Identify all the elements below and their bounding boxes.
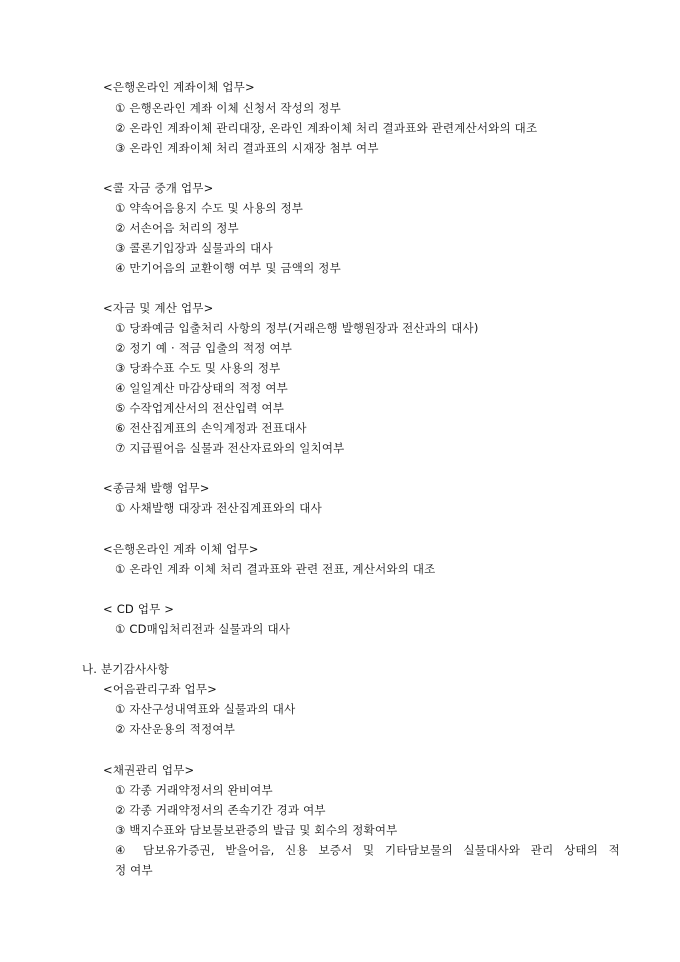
section-heading: <은행온라인 계좌 이체 업무>	[103, 542, 259, 556]
list-item: ② 서손어음 처리의 정부	[115, 221, 239, 235]
list-item: ① 각종 거래약정서의 완비여부	[115, 783, 273, 797]
list-item: ③ 당좌수표 수도 및 사용의 정부	[115, 361, 281, 375]
list-item: ② 자산운용의 적정여부	[115, 722, 236, 736]
list-item: ⑥ 전산집계표의 손익계정과 전표대사	[115, 421, 307, 435]
list-item: ③ 백지수표와 담보물보관증의 발급 및 회수의 정확여부	[115, 823, 398, 837]
section-heading: <은행온라인 계좌이체 업무>	[103, 80, 255, 94]
section-heading: <콜 자금 중개 업무>	[103, 181, 214, 195]
list-item: ① 당좌예금 입출처리 사항의 정부(거래은행 발행원장과 전산과의 대사)	[115, 321, 479, 335]
list-item: ④ 일일계산 마감상태의 적정 여부	[115, 381, 288, 395]
list-item: ① 온라인 계좌 이체 처리 결과표와 관련 전표, 계산서와의 대조	[115, 562, 436, 576]
list-item: ④ 만기어음의 교환이행 여부 및 금액의 정부	[115, 261, 341, 275]
part-title: 나. 분기감사사항	[82, 662, 169, 676]
list-item: ⑦ 지급필어음 실물과 전산자료와의 일치여부	[115, 441, 345, 455]
list-item-continuation: 정 여부	[115, 863, 153, 877]
list-item: ③ 콜론기입장과 실물과의 대사	[115, 241, 273, 255]
list-item: ① 자산구성내역표와 실물과의 대사	[115, 702, 296, 716]
list-item-wrapped: ④ 담보유가증권, 받을어음, 신용 보증서 및 기타담보물의 실물대사와 관리 상태의 적	[115, 843, 620, 857]
section-heading: <어음관리구좌 업무>	[103, 682, 217, 696]
section-heading: <채권관리 업무>	[103, 763, 195, 777]
list-item: ② 각종 거래약정서의 존속기간 경과 여부	[115, 803, 326, 817]
section-heading: < CD 업무 >	[103, 602, 175, 616]
list-item: ① 사채발행 대장과 전산집계표와의 대사	[115, 501, 322, 515]
list-item: ② 온라인 계좌이체 관리대장, 온라인 계좌이체 처리 결과표와 관련계산서와의 대조	[115, 121, 538, 135]
section-heading: <자금 및 계산 업무>	[103, 301, 214, 315]
section-heading: <종금채 발행 업무>	[103, 481, 210, 495]
list-item: ① CD매입처리전과 실물과의 대사	[115, 622, 291, 636]
list-item: ② 정기 예 · 적금 입출의 적정 여부	[115, 341, 293, 355]
list-item: ⑤ 수작업계산서의 전산입력 여부	[115, 401, 285, 415]
list-item: ① 은행온라인 계좌 이체 신청서 작성의 정부	[115, 101, 341, 115]
list-item: ③ 온라인 계좌이체 처리 결과표의 시재장 첨부 여부	[115, 141, 379, 155]
list-item: ① 약속어음용지 수도 및 사용의 정부	[115, 201, 304, 215]
